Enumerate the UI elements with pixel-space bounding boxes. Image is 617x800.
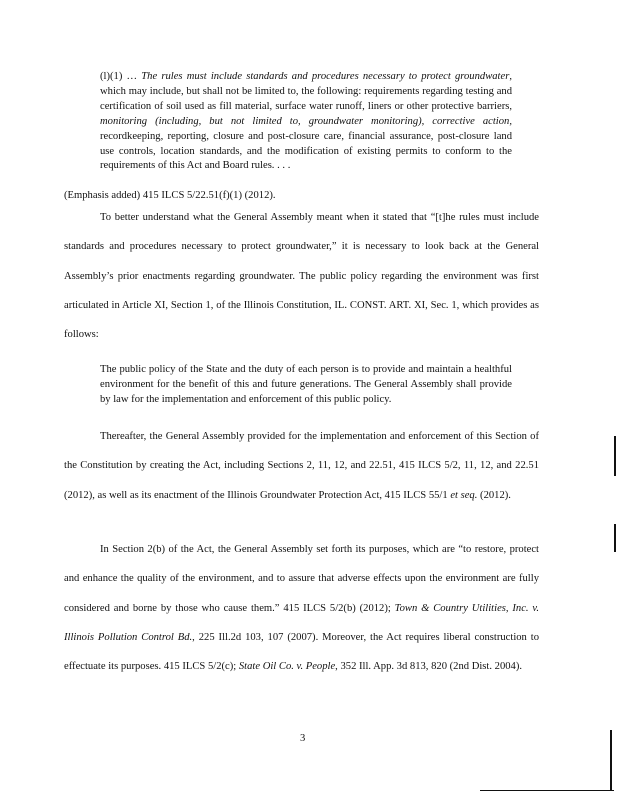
margin-mark [610,730,612,790]
paragraph-text-end: , 352 Ill. App. 3d 813, 820 (2nd Dist. 2004). [335,661,523,673]
quote-emphasis-2: monitoring (including, but not limited to, groundwater monitoring), corrective action, [100,115,512,127]
paragraph-act-purposes [64,535,539,681]
margin-mark [614,524,616,552]
quote-emphasis-1: The rules must include standards and procedures necessary to protect groundwater [141,71,510,82]
paragraph-text-end: (2012). [477,489,511,501]
margin-mark [614,436,616,476]
constitution-block-quote: The public policy of the State and the duty of each person is to provide and maintain a healthful environment for the benefit of this and future generations. The General Assembly shall provide by law for the implementation and enforcement of this public policy. [100,364,512,405]
quote-text-2: recordkeeping, reporting, closure and post-closure care, financial assurance, post-closure land use controls, location standards, and the modification of existing permits to conform to the requirements of this Act and Board rules. . . . [100,130,512,172]
case-name-1: Town & Country Utilities, Inc. v. Illinois Pollution Control Bd. [64,602,539,643]
quote-text-1: , which may include, but shall not be limited to, the following: requirements regarding testing and certification of soil used as fill material, surface water runoff, liners or other protective barriers, [100,71,512,112]
citation-line: (Emphasis added) 415 ILCS 5/22.51(f)(1) (2012). [64,190,276,201]
paragraph-groundwater-intro: To better understand what the General Assembly meant when it stated that “[t]he rules must include standards and procedures necessary to protect groundwater,” it is necessary to look back at the General Assembly’s prior enactments regarding groundwater. The public policy regarding the environment was first articulated in Article XI, Section 1, of the Illinois Constitution, IL. CONST. ART. XI, Sec. 1, which provides as follows: [64,212,539,341]
paragraph-text: In Section 2(b) of the Act, the General Assembly set forth its purposes, which are “to restore, protect and enhance the quality of the environment, and to assure that adverse effects upon the environment are fully considered and borne by those who cause them.” 415 ILCS 5/2(b) (2012); [64,544,539,614]
bottom-edge-line [480,790,614,791]
case-name-2: State Oil Co. v. People [238,661,336,673]
paragraph-text-mid: , 225 Ill.2d 103, 107 (2007). Moreover, the Act requires liberal construction to effectuate its purposes. 415 ILCS 5/2(c); [64,631,540,673]
paragraph-text: Thereafter, the General Assembly provided for the implementation and enforcement of this Section of the Constitution by creating the Act, including Sections 2, 11, 12, and 22.51, 415 ILCS 5/2, 11, 12, and 22.51 (2012), as well as its enactment of the Illinois Groundwater Protection Act, 415 ILCS 55/1 [64,431,539,501]
paragraph-implementation [64,422,539,510]
statute-block-quote [100,70,512,174]
citation-italic: et seq. [450,489,478,501]
quote-lead: (l)(1) … [100,71,142,82]
page-number: 3 [300,733,306,744]
